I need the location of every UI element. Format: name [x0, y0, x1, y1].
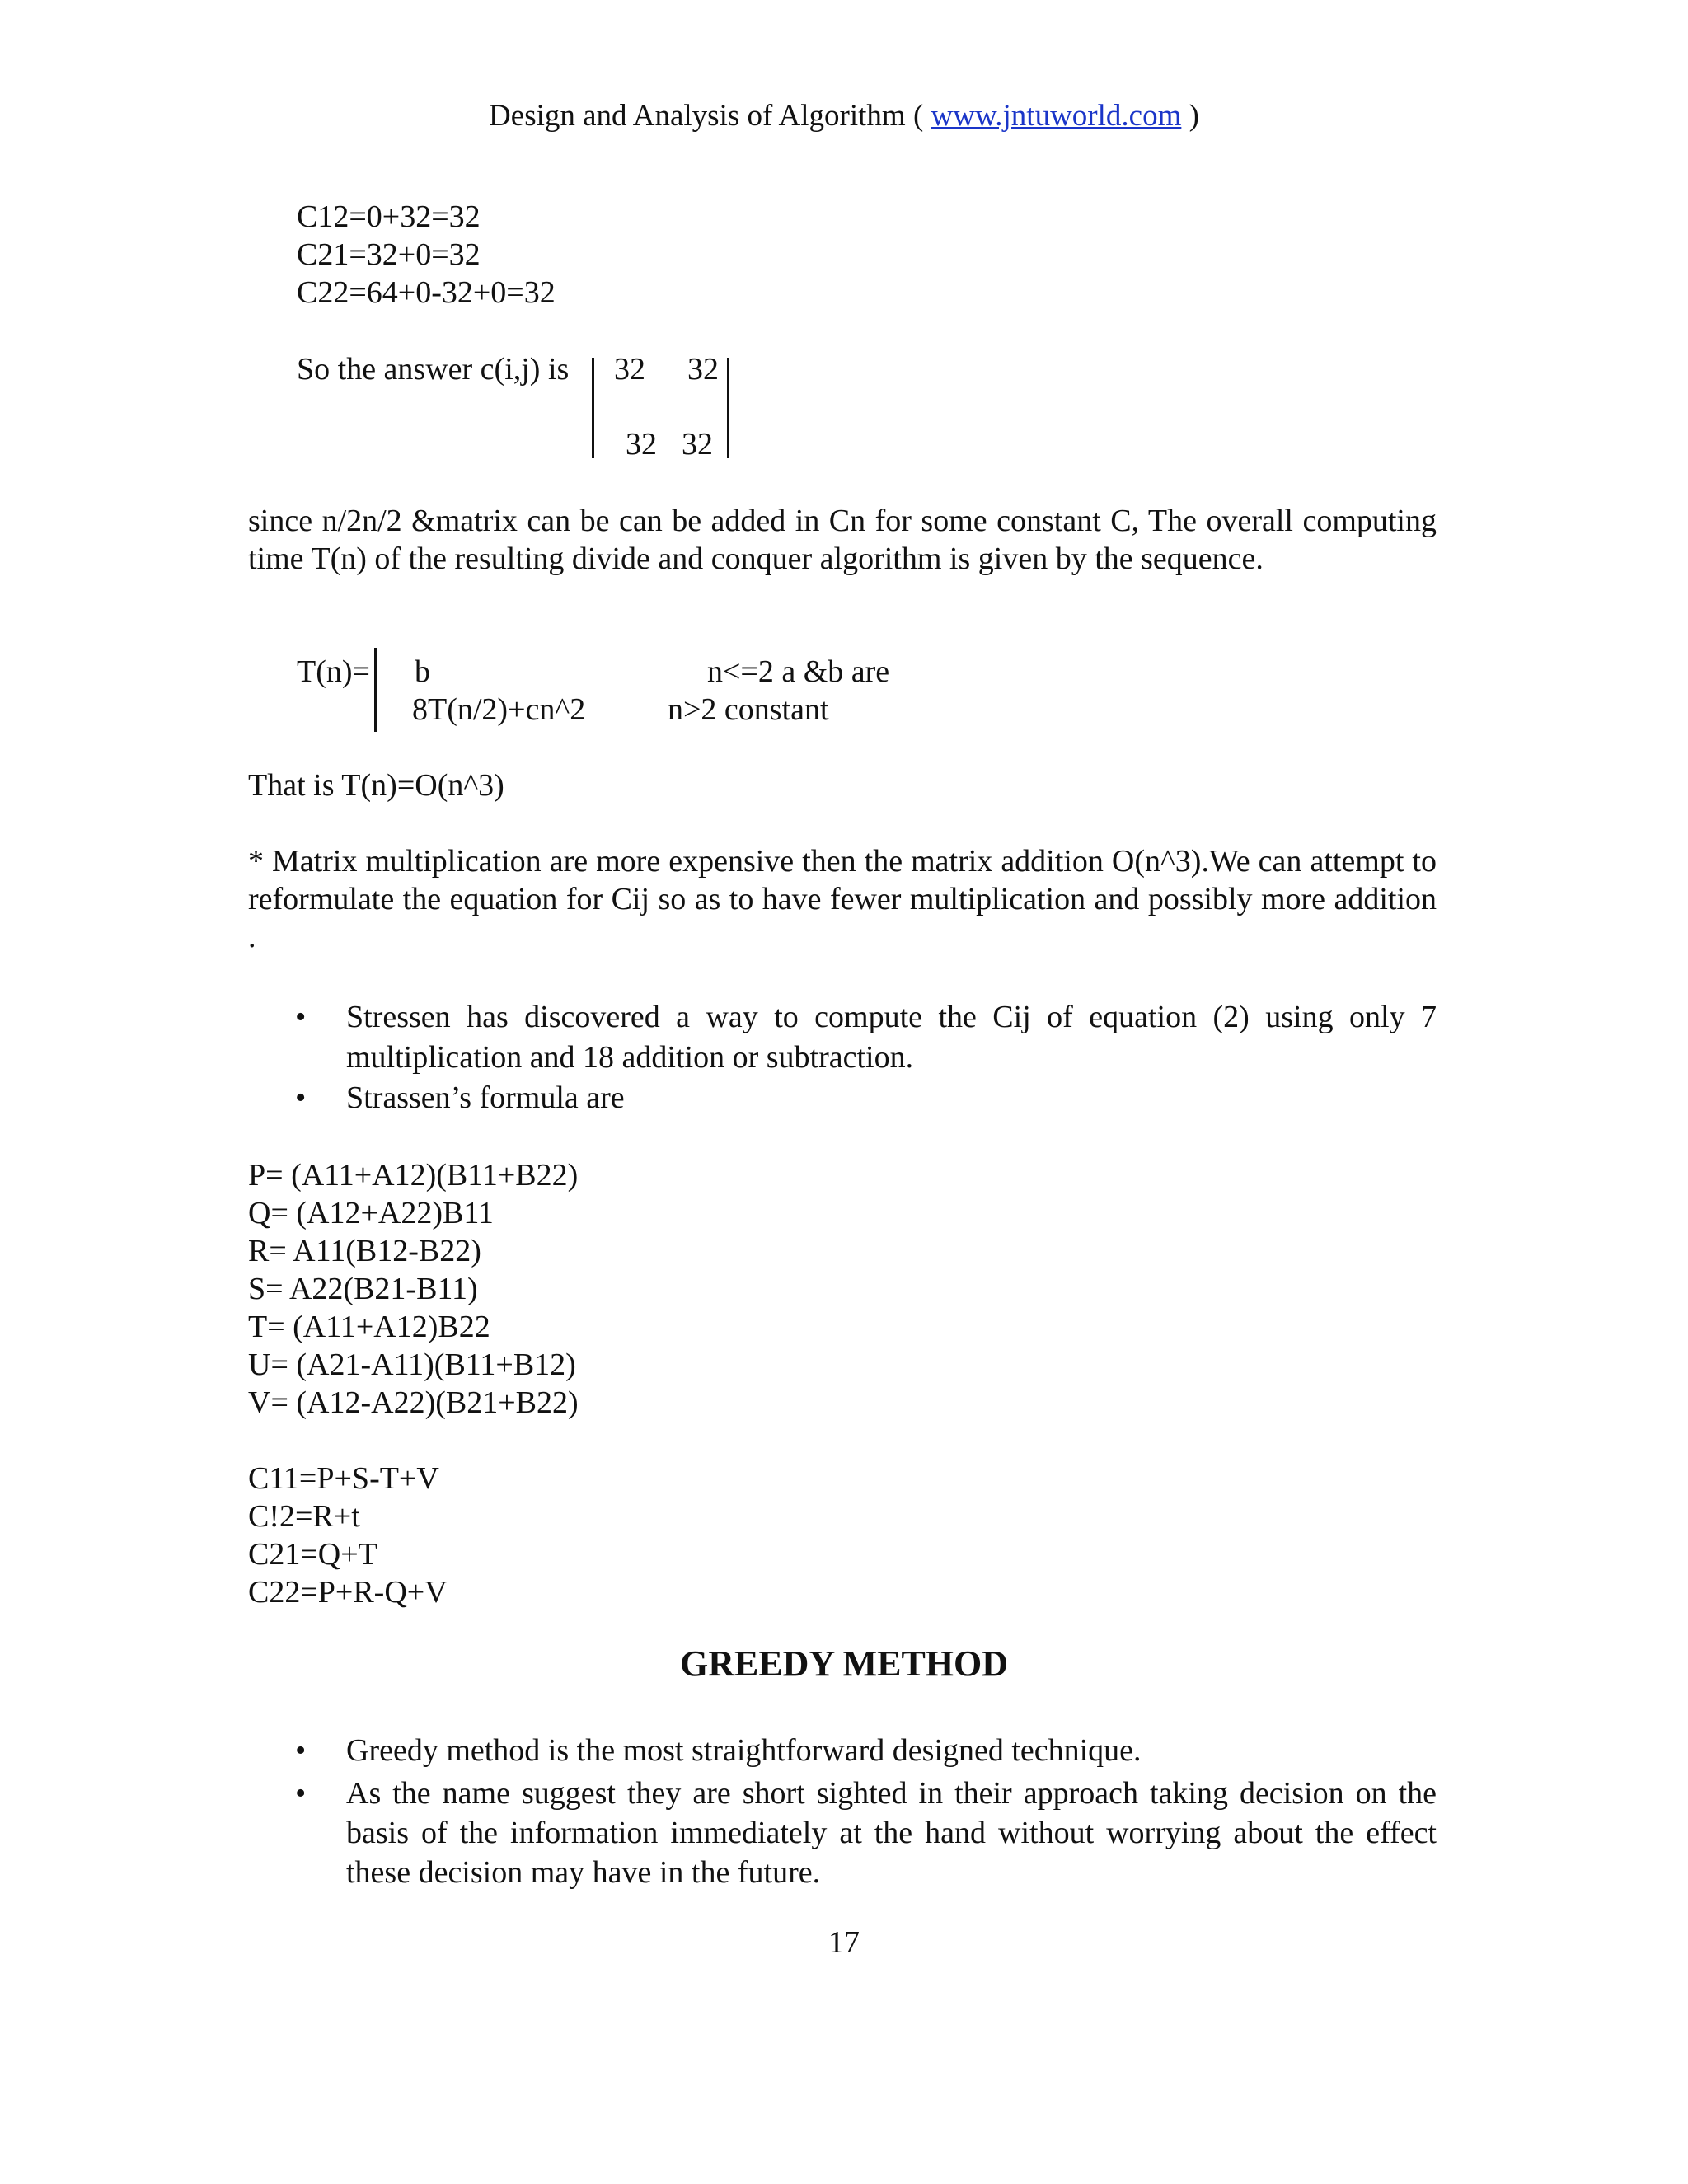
formula-v: V= (A12-A22)(B21+B22) — [248, 1385, 579, 1420]
recurrence-case1-expr: b — [415, 654, 430, 689]
calc-line-c22: C22=64+0-32+0=32 — [297, 275, 556, 310]
bullet-text: Stressen has discovered a way to compute the Cij of equation (2) using only 7 multiplication and 18 addition or subtraction. — [346, 1000, 1437, 1075]
formula-p: P= (A11+A12)(B11+B22) — [248, 1158, 579, 1193]
strassen-bullet-list — [288, 997, 1437, 1118]
calc-line-c12: C12=0+32=32 — [297, 199, 481, 234]
recurrence-case2-expr: 8T(n/2)+cn^2 — [412, 692, 586, 727]
paragraph-since: since n/2n/2 &matrix can be can be added in Cn for some constant C, The overall computing time T(n) of the resulting divide and conquer algorithm is given by the sequence. — [248, 504, 1437, 576]
list-item — [288, 1078, 1437, 1118]
list-item — [288, 1774, 1437, 1892]
matrix-cell-r1c2: 32 — [687, 352, 719, 387]
calc-line-c21: C21=32+0=32 — [297, 237, 481, 272]
page-number: 17 — [828, 1925, 860, 1960]
c-formula-c21: C21=Q+T — [248, 1537, 377, 1572]
matrix-left-bracket — [592, 358, 594, 458]
bullet-icon: • — [295, 1733, 307, 1768]
that-is-line: That is T(n)=O(n^3) — [248, 768, 504, 803]
bullet-icon: • — [295, 1000, 307, 1034]
c-formula-c12: C!2=R+t — [248, 1499, 360, 1534]
greedy-bullet-list — [288, 1731, 1437, 1892]
bullet-text: Greedy method is the most straightforward designed technique. — [346, 1733, 1142, 1768]
list-item — [288, 997, 1437, 1078]
recurrence-brace — [374, 648, 377, 732]
formula-r: R= A11(B12-B22) — [248, 1234, 481, 1268]
page-header — [0, 97, 1688, 135]
c-formula-c22: C22=P+R-Q+V — [248, 1575, 448, 1610]
header-link[interactable]: www.jntuworld.com — [931, 99, 1182, 133]
paragraph-matrix-multiplication: * Matrix multiplication are more expensive then the matrix addition O(n^3).We can attempt to reformulate the equation for Cij so as to have fewer multiplication and possibly more addition . — [248, 844, 1437, 954]
formula-u: U= (A21-A11)(B11+B12) — [248, 1347, 576, 1382]
matrix-right-bracket — [727, 358, 729, 458]
recurrence-case2-cond: n>2 constant — [668, 692, 829, 727]
formula-t: T= (A11+A12)B22 — [248, 1310, 490, 1344]
section-heading: GREEDY METHOD — [679, 1643, 1009, 1684]
recurrence-lhs: T(n)= — [297, 654, 370, 689]
bullet-icon: • — [295, 1776, 307, 1811]
recurrence-case1-cond: n<=2 a &b are — [707, 654, 890, 689]
bullet-text: As the name suggest they are short sighted in their approach taking decision on the basis of the information immediately at the hand without worrying about the effect these decision may have in the future. — [346, 1776, 1437, 1890]
c-formula-c11: C11=P+S-T+V — [248, 1461, 439, 1496]
matrix-cell-r2c2: 32 — [682, 427, 713, 462]
matrix-cell-r1c1: 32 — [614, 352, 645, 387]
bullet-icon: • — [295, 1080, 307, 1115]
matrix-cell-r2c1: 32 — [626, 427, 657, 462]
formula-s: S= A22(B21-B11) — [248, 1272, 478, 1306]
header-title-suffix: ) — [1181, 99, 1199, 133]
answer-label: So the answer c(i,j) is — [297, 352, 570, 387]
header-title-prefix: Design and Analysis of Algorithm ( — [489, 99, 931, 133]
list-item — [288, 1731, 1437, 1771]
bullet-text: Strassen’s formula are — [346, 1080, 625, 1115]
formula-q: Q= (A12+A22)B11 — [248, 1196, 494, 1230]
